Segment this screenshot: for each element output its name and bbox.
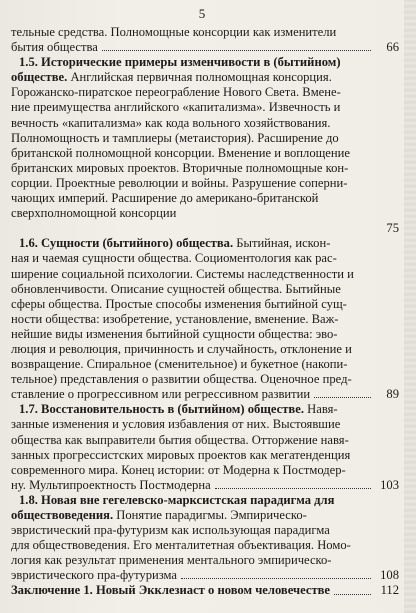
toc-page-number: 66 — [386, 40, 399, 55]
toc-line: Горожанско-пиратское переограбление Нового Света. Вмене- — [11, 85, 341, 100]
toc-line: современного мира. Конец истории: от Модерна к Постмодер- — [11, 462, 346, 477]
toc-line: сорции. Проектные революции и войны. Разрушение соперни- — [11, 175, 348, 190]
toc-entry-1-8 — [11, 493, 399, 584]
toc-entry-1-6 — [11, 236, 399, 402]
leader-space — [15, 231, 371, 232]
toc-page-line — [11, 221, 399, 236]
toc-line: ну. Мультипроектность Постмодерна — [11, 477, 211, 492]
toc-line: логия как результат применения ментального эмпирическо- — [11, 553, 332, 568]
toc-page-number: 112 — [380, 583, 399, 598]
table-of-contents — [11, 25, 399, 599]
toc-last-line — [11, 40, 399, 55]
toc-page-number: 75 — [386, 221, 399, 236]
toc-line: эвристический пра-футуризм как использующая парадигма — [11, 523, 330, 538]
toc-line: британской полномощной консорции. Вменение и воплощение — [11, 145, 350, 160]
toc-line — [11, 55, 399, 70]
toc-last-line — [11, 583, 399, 598]
toc-line: сферы общества. Простые способы изменения бытийной сущ- — [11, 296, 347, 311]
section-heading-cont: обществоведения. — [11, 508, 114, 522]
toc-line: общества как выправители бытия общества. Отторжение навя- — [11, 432, 349, 447]
dot-leader — [215, 487, 371, 489]
toc-page-number: 108 — [380, 568, 399, 583]
toc-line: сверхполномощной консорции — [11, 206, 177, 221]
dot-leader — [314, 396, 371, 398]
toc-line: для обществоведения. Его менталитетная объективация. Номо- — [11, 538, 351, 553]
section-heading: 1.5. Исторические примеры изменчивости в (бытийном) — [19, 55, 341, 70]
toc-line: бытия общества — [11, 40, 98, 55]
toc-line: занные изменения и условия избавления от них. Выстоявшие — [11, 417, 341, 432]
toc-line: возвращение. Спиральное (сменительное) и букетное (накопи- — [11, 357, 348, 372]
toc-line: люция и революция, причинность и случайность, отклонение и — [11, 341, 352, 356]
section-heading: 1.8. Новая вне гегелевско-марксистская парадигма для — [19, 492, 335, 507]
toc-line-text: Навя- — [307, 402, 338, 417]
toc-line: чающих империй. Расширение до американо-британской — [11, 191, 319, 206]
toc-entry-1-7 — [11, 402, 399, 493]
dot-leader — [334, 593, 371, 595]
toc-page-number: 89 — [386, 387, 399, 402]
toc-entry-continuation — [11, 25, 399, 55]
toc-line — [11, 493, 399, 508]
toc-line — [11, 402, 399, 417]
dot-leader — [102, 49, 371, 51]
conclusion-heading: Заключение 1. Новый Экклезиаст о новом человечестве — [11, 583, 331, 598]
toc-line-text: Бытийная, искон- — [236, 236, 331, 251]
toc-line — [11, 70, 399, 85]
page-edge — [404, 0, 416, 613]
toc-line: ширение социальной психологии. Системы наследственности и — [11, 266, 354, 281]
toc-last-line — [11, 478, 399, 493]
toc-entry-1-5 — [11, 55, 399, 236]
dot-leader — [181, 577, 371, 579]
toc-line: ние преимущества английского «капитализма». Извечность и — [11, 100, 341, 115]
toc-line: эвристического пра-футуризма — [11, 568, 178, 583]
toc-page-number: 103 — [380, 477, 399, 492]
toc-line: ная и чаемая сущности общества. Социоментология как рас- — [11, 251, 337, 266]
toc-line: тельное) представления о развитии общества. Оценочное пред- — [11, 372, 352, 387]
toc-entry-conclusion — [11, 583, 399, 598]
section-heading: 1.6. Сущности (бытийного) общества. — [19, 236, 234, 251]
toc-line: ставление о прогрессивном или регрессивном развитии — [11, 387, 311, 402]
page-number: 5 — [198, 6, 206, 21]
toc-line: британских мировых проектов. Вторичные полномощные кон- — [11, 160, 349, 175]
toc-line-text: Английская первичная полномощная консорция. — [70, 70, 332, 85]
toc-line-text: Понятие парадигмы. Эмпирическо- — [116, 508, 307, 522]
toc-line: обновленчивости. Описание сущностей общества. Бытийные — [11, 281, 341, 296]
toc-line: занных прогрессистских мировых проектов как мегатенденция — [11, 447, 351, 462]
toc-line: Полномощность и тамплиеры (метаистория). Расширение до — [11, 130, 339, 145]
toc-line: тельные средства. Полномощные консорции как изменители — [11, 25, 337, 39]
section-heading-cont: обществе. — [11, 70, 68, 85]
toc-line: вечность «капитализма» как кода вольного хозяйствования. — [11, 115, 331, 130]
toc-last-line — [11, 568, 399, 583]
toc-line — [11, 236, 399, 251]
toc-line — [11, 508, 399, 523]
toc-line: нейшие виды изменения бытийной сущности общества: эво- — [11, 326, 338, 341]
toc-line: ности общества: изобретение, установление, вменение. Важ- — [11, 311, 339, 326]
toc-last-line — [11, 387, 399, 402]
section-heading: 1.7. Восстановительность в (бытийном) обществе. — [19, 402, 304, 417]
